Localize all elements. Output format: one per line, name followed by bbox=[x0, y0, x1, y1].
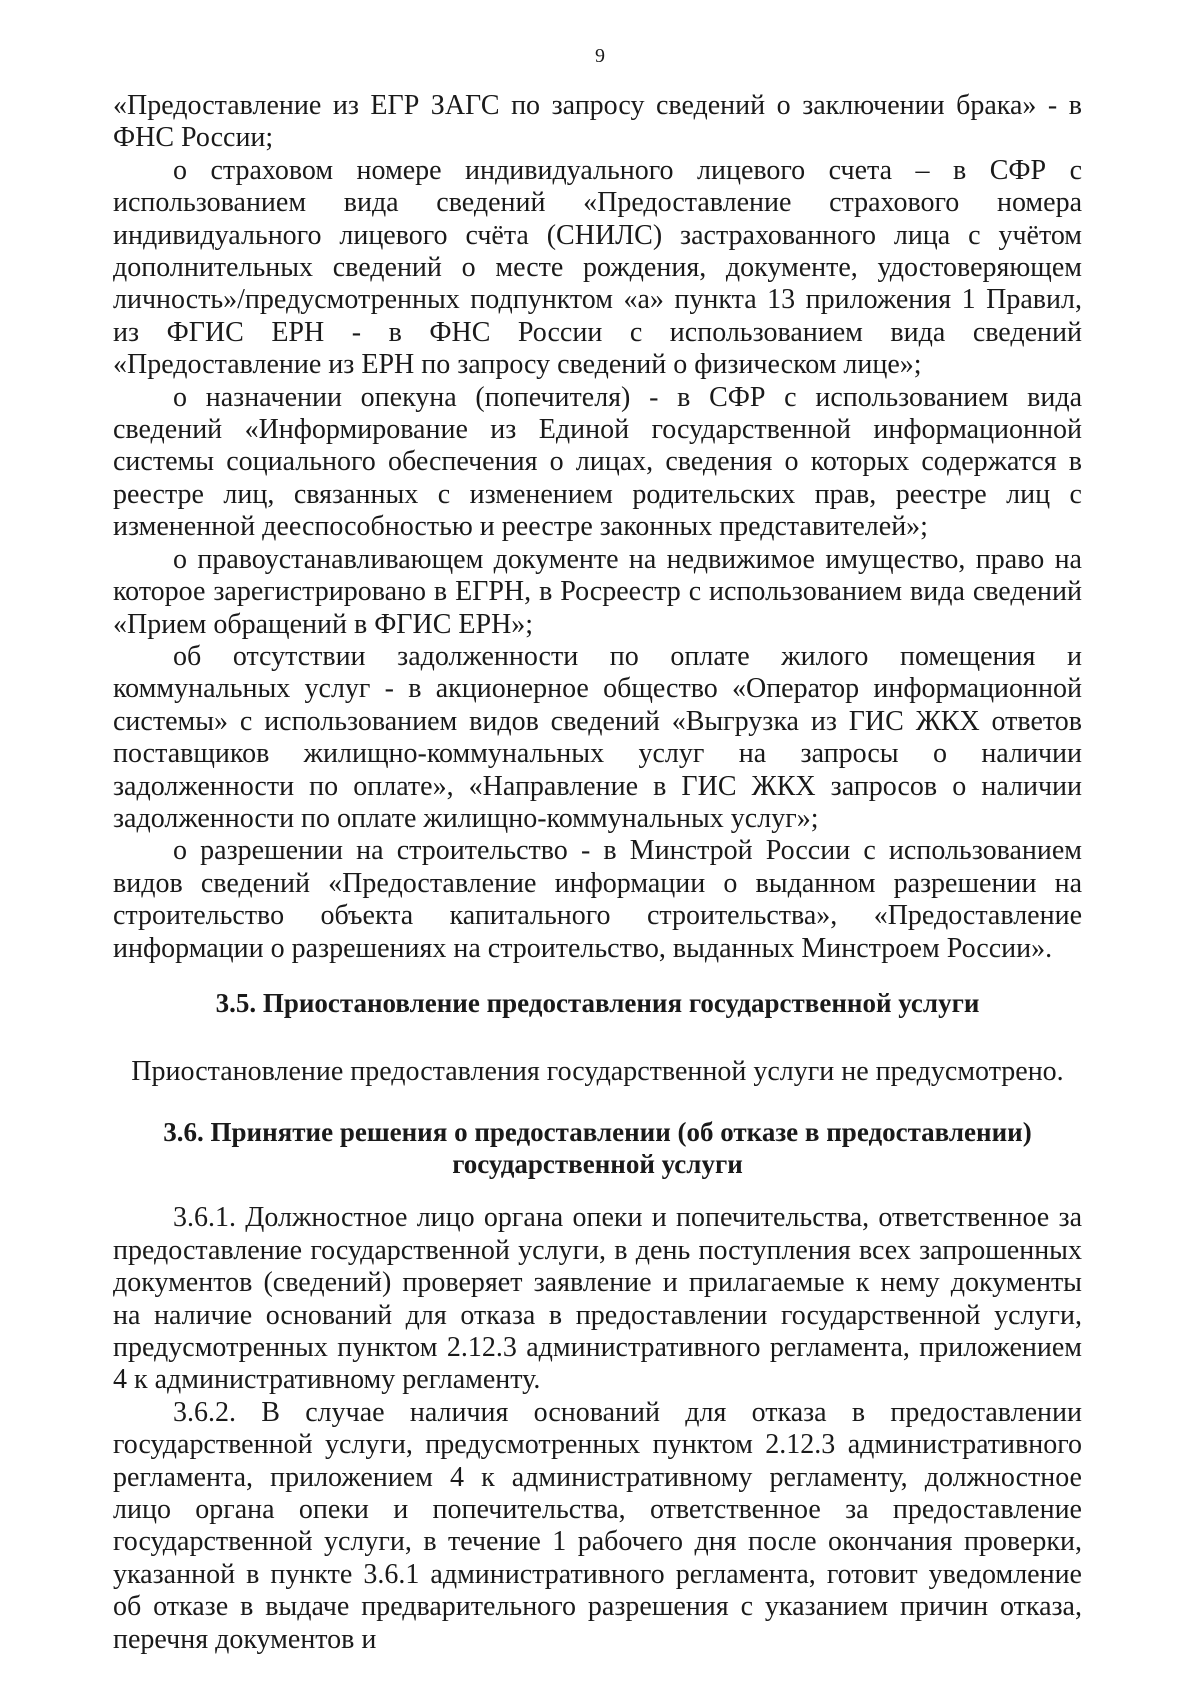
section-heading-3-6-line2: государственной услуги bbox=[452, 1149, 743, 1180]
paragraph-property-document: о правоустанавливающем документе на недвижимое имущество, право на которое зарегистрировано в ЕГРН, в Росреестр с использованием вида сведений «Прием обращений в ФГИС ЕРН»; bbox=[113, 543, 1082, 640]
section-heading-3-6 bbox=[113, 1116, 1082, 1180]
paragraph-utility-debt: об отсутствии задолженности по оплате жилого помещения и коммунальных услуг - в акционерное общество «Оператор информационной системы» с использованием видов сведений «Выгрузка из ГИС ЖКХ ответов поставщиков жилищно-коммунальных услуг на запросы о наличии задолженности по оплате», «Направление в ГИС ЖКХ запросов о наличии задолженности по оплате жилищно-коммунальных услуг»; bbox=[113, 640, 1082, 834]
paragraph-construction-permit: о разрешении на строительство - в Минстрой России с использованием видов сведений «Предоставление информации о выданном разрешении на строительство объекта капитального строительства», «Предоставление информации о разрешениях на строительство, выданных Минстроем России». bbox=[113, 835, 1082, 964]
document-body bbox=[113, 90, 1082, 1656]
page-number: 9 bbox=[595, 45, 605, 67]
paragraph-3-6-1: 3.6.1. Должностное лицо органа опеки и попечительства, ответственное за предоставление государственной услуги, в день поступления всех запрошенных документов (сведений) проверяет заявление и прилагаемые к нему документы на наличие оснований для отказа в предоставлении государственной услуги, предусмотренных пунктом 2.12.3 административного регламента, приложением 4 к административному регламенту. bbox=[113, 1202, 1082, 1396]
paragraph-snils: о страховом номере индивидуального лицевого счета – в СФР с использованием вида сведений «Предоставление страхового номера индивидуального лицевого счёта (СНИЛС) застрахованного лица с учётом дополнительных сведений о месте рождения, документе, удостоверяющем личность»/предусмотренных подпунктом «а» пункта 13 приложения 1 Правил, из ФГИС ЕРН - в ФНС России с использованием вида сведений «Предоставление из ЕРН по запросу сведений о физическом лице»; bbox=[113, 154, 1082, 381]
section-heading-3-6-line1: 3.6. Принятие решения о предоставлении (об отказе в предоставлении) bbox=[163, 1117, 1032, 1148]
paragraph-guardian: о назначении опекуна (попечителя) - в СФР с использованием вида сведений «Информирование из Единой государственной информационной системы социального обеспечения о лицах, сведения о которых содержатся в реестре лиц, связанных с изменением родительских прав, реестре лиц с измененной дееспособностью и реестре законных представителей»; bbox=[113, 381, 1082, 543]
section-heading-3-5: 3.5. Приостановление предоставления государственной услуги bbox=[215, 987, 980, 1018]
paragraph-egr-zags: «Предоставление из ЕГР ЗАГС по запросу сведений о заключении брака» - в ФНС России; bbox=[113, 90, 1082, 154]
paragraph-suspension-not-provided: Приостановление предоставления государственной услуги не предусмотрено. bbox=[131, 1055, 1064, 1087]
paragraph-3-6-2: 3.6.2. В случае наличия оснований для отказа в предоставлении государственной услуги, предусмотренных пунктом 2.12.3 административного регламента, приложением 4 к административному регламенту, должностное лицо органа опеки и попечительства, ответственное за предоставление государственной услуги, в течение 1 рабочего дня после окончания проверки, указанной в пункте 3.6.1 административного регламента, готовит уведомление об отказе в выдаче предварительного разрешения с указанием причин отказа, перечня документов и bbox=[113, 1396, 1082, 1655]
